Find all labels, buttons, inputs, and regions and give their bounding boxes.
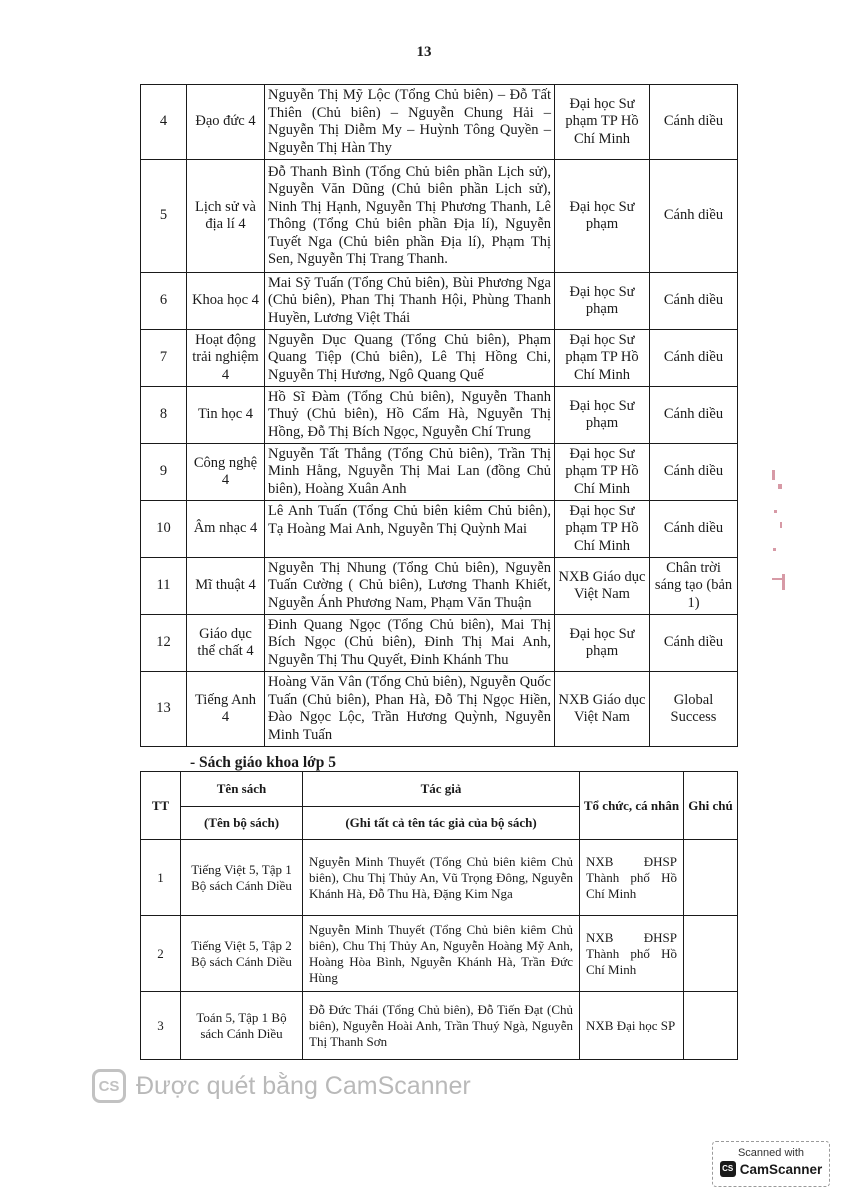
header-note: Ghi chú: [684, 772, 738, 840]
book-authors: Mai Sỹ Tuấn (Tổng Chủ biên), Bùi Phương Nga (Chủ biên), Phan Thị Thanh Hội, Phùng Thanh Huyền, Lương Việt Thái: [265, 273, 555, 330]
header-book-series: (Tên bộ sách): [181, 807, 303, 840]
row-number: 5: [141, 160, 187, 273]
table-row: [141, 330, 738, 387]
badge-caption: Scanned with: [737, 1147, 805, 1159]
table-row: [141, 672, 738, 747]
book-series: Cánh diều: [650, 160, 738, 273]
book-name: Tiếng Anh 4: [187, 672, 265, 747]
row-number: 1: [141, 840, 181, 916]
grade5-textbook-table: [140, 771, 738, 1060]
table-row: [141, 501, 738, 558]
book-series: Cánh diều: [650, 85, 738, 160]
book-name: Giáo dục thể chất 4: [187, 615, 265, 672]
row-number: 4: [141, 85, 187, 160]
row-number: 3: [141, 992, 181, 1060]
book-series: Cánh diều: [650, 330, 738, 387]
badge-brand-name: CamScanner: [739, 1161, 823, 1177]
book-authors: Nguyễn Minh Thuyết (Tổng Chủ biên kiêm Chủ biên), Chu Thị Thủy An, Vũ Trọng Đông, Nguyễn Khánh Hà, Đỗ Thu Hà, Đặng Kim Nga: [303, 840, 580, 916]
book-organization: Đại học Sư phạm: [555, 160, 650, 273]
book-organization: Đại học Sư phạm: [555, 273, 650, 330]
book-authors: Lê Anh Tuấn (Tổng Chủ biên kiêm Chủ biên), Tạ Hoàng Mai Anh, Nguyễn Thị Quỳnh Mai: [265, 501, 555, 558]
table-row: [141, 444, 738, 501]
row-number: 2: [141, 916, 181, 992]
row-number: 11: [141, 558, 187, 615]
book-series: Cánh diều: [650, 501, 738, 558]
book-series: Cánh diều: [650, 387, 738, 444]
book-series: Cánh diều: [650, 615, 738, 672]
book-name: Tin học 4: [187, 387, 265, 444]
camscanner-logo-icon: CS: [92, 1069, 126, 1103]
book-organization: NXB ĐHSP Thành phố Hồ Chí Minh: [580, 840, 684, 916]
book-authors: Đinh Quang Ngọc (Tổng Chủ biên), Mai Thị Bích Ngọc (Chủ biên), Đinh Thị Mai Anh, Nguyễn Thị Thu Quyết, Đinh Khánh Thu: [265, 615, 555, 672]
table-header-row: [141, 772, 738, 807]
book-organization: Đại học Sư phạm TP Hồ Chí Minh: [555, 501, 650, 558]
badge-brand: [713, 1161, 829, 1177]
header-book-name: Tên sách: [181, 772, 303, 807]
page-number: 13: [416, 44, 432, 60]
book-name: Đạo đức 4: [187, 85, 265, 160]
camscanner-watermark: [92, 1066, 471, 1106]
table-row: [141, 840, 738, 916]
book-note: [684, 992, 738, 1060]
book-note: [684, 916, 738, 992]
book-organization: Đại học Sư phạm TP Hồ Chí Minh: [555, 444, 650, 501]
book-name: Lịch sử và địa lí 4: [187, 160, 265, 273]
book-organization: NXB ĐHSP Thành phố Hồ Chí Minh: [580, 916, 684, 992]
book-name: Âm nhạc 4: [187, 501, 265, 558]
book-name: Tiếng Việt 5, Tập 1 Bộ sách Cánh Diều: [181, 840, 303, 916]
book-organization: NXB Đại học SP: [580, 992, 684, 1060]
book-authors: Nguyễn Dục Quang (Tổng Chủ biên), Phạm Quang Tiệp (Chủ biên), Lê Thị Hồng Chi, Nguyễn Thị Hương, Ngô Quang Quế: [265, 330, 555, 387]
book-authors: Đỗ Đức Thái (Tổng Chủ biên), Đỗ Tiến Đạt (Chủ biên), Nguyễn Hoài Anh, Trần Thuý Ngà, Nguyễn Thị Thanh Sơn: [303, 992, 580, 1060]
book-authors: Hoàng Văn Vân (Tổng Chủ biên), Nguyễn Quốc Tuấn (Chủ biên), Phan Hà, Đỗ Thị Ngọc Hiền, Đào Ngọc Lộc, Trần Hương Quỳnh, Nguyễn Minh Tuấn: [265, 672, 555, 747]
book-name: Khoa học 4: [187, 273, 265, 330]
book-name: Toán 5, Tập 1 Bộ sách Cánh Diều: [181, 992, 303, 1060]
header-tt: TT: [141, 772, 181, 840]
book-authors: Nguyễn Tất Thắng (Tổng Chủ biên), Trần Thị Minh Hằng, Nguyễn Thị Mai Lan (đồng Chủ biên), Hoàng Xuân Anh: [265, 444, 555, 501]
book-authors: Nguyễn Thị Mỹ Lộc (Tổng Chủ biên) – Đỗ Tất Thiên (Chủ biên) – Nguyễn Chung Hải – Nguyễn Thị Diễm My – Huỳnh Tông Quyền – Nguyễn Thị Hàn Thy: [265, 85, 555, 160]
header-organization: Tổ chức, cá nhân: [580, 772, 684, 840]
book-name: Hoạt động trải nghiệm 4: [187, 330, 265, 387]
row-number: 13: [141, 672, 187, 747]
table-row: [141, 916, 738, 992]
book-organization: NXB Giáo dục Việt Nam: [555, 672, 650, 747]
table-row: [141, 160, 738, 273]
book-note: [684, 840, 738, 916]
book-authors: Đỗ Thanh Bình (Tổng Chủ biên phần Lịch sử), Nguyễn Văn Dũng (Chủ biên phần Lịch sử), Ninh Thị Hạnh, Nguyễn Thị Phương Thanh, Lê Thông (Tổng Chủ biên phần Địa lí), Nguyễn Tuyết Nga (Chủ biên phần Địa lí), Phạm Thị Sen, Nguyễn Thị Trang Thanh.: [265, 160, 555, 273]
camscanner-badge-icon: CS: [720, 1161, 736, 1177]
scan-edge-marks: [768, 470, 788, 600]
book-series: Cánh diều: [650, 273, 738, 330]
book-organization: Đại học Sư phạm: [555, 615, 650, 672]
table-row: [141, 615, 738, 672]
header-authors-note: (Ghi tất cả tên tác giả của bộ sách): [303, 807, 580, 840]
book-series: Global Success: [650, 672, 738, 747]
book-name: Mĩ thuật 4: [187, 558, 265, 615]
row-number: 7: [141, 330, 187, 387]
book-organization: Đại học Sư phạm: [555, 387, 650, 444]
table-row: [141, 273, 738, 330]
book-authors: Nguyễn Minh Thuyết (Tổng Chủ biên kiêm Chủ biên), Chu Thị Thủy An, Nguyễn Hoàng Mỹ Anh, Hoàng Hòa Bình, Nguyễn Khánh Hà, Trần Đức Hùng: [303, 916, 580, 992]
book-name: Tiếng Việt 5, Tập 2 Bộ sách Cánh Diều: [181, 916, 303, 992]
table-row: [141, 558, 738, 615]
book-organization: NXB Giáo dục Việt Nam: [555, 558, 650, 615]
table-row: [141, 387, 738, 444]
row-number: 6: [141, 273, 187, 330]
book-series: Chân trời sáng tạo (bản 1): [650, 558, 738, 615]
book-authors: Nguyễn Thị Nhung (Tổng Chủ biên), Nguyễn Tuấn Cường ( Chủ biên), Lương Thanh Khiết, Nguyễn Ánh Phương Nam, Phạm Văn Thuận: [265, 558, 555, 615]
book-series: Cánh diều: [650, 444, 738, 501]
book-name: Công nghệ 4: [187, 444, 265, 501]
row-number: 12: [141, 615, 187, 672]
row-number: 9: [141, 444, 187, 501]
grade4-textbook-table: [140, 84, 738, 747]
book-organization: Đại học Sư phạm TP Hồ Chí Minh: [555, 85, 650, 160]
book-authors: Hồ Sĩ Đàm (Tổng Chủ biên), Nguyễn Thanh Thuỷ (Chủ biên), Hồ Cẩm Hà, Nguyễn Thị Hồng, Đỗ Thị Bích Ngọc, Nguyễn Chí Trung: [265, 387, 555, 444]
book-organization: Đại học Sư phạm TP Hồ Chí Minh: [555, 330, 650, 387]
watermark-text: Được quét bằng CamScanner: [136, 1071, 471, 1100]
table-row: [141, 992, 738, 1060]
header-authors: Tác giả: [303, 772, 580, 807]
row-number: 10: [141, 501, 187, 558]
row-number: 8: [141, 387, 187, 444]
grade5-section-title: - Sách giáo khoa lớp 5: [190, 754, 336, 771]
scanned-with-badge: [712, 1141, 830, 1187]
table-row: [141, 85, 738, 160]
